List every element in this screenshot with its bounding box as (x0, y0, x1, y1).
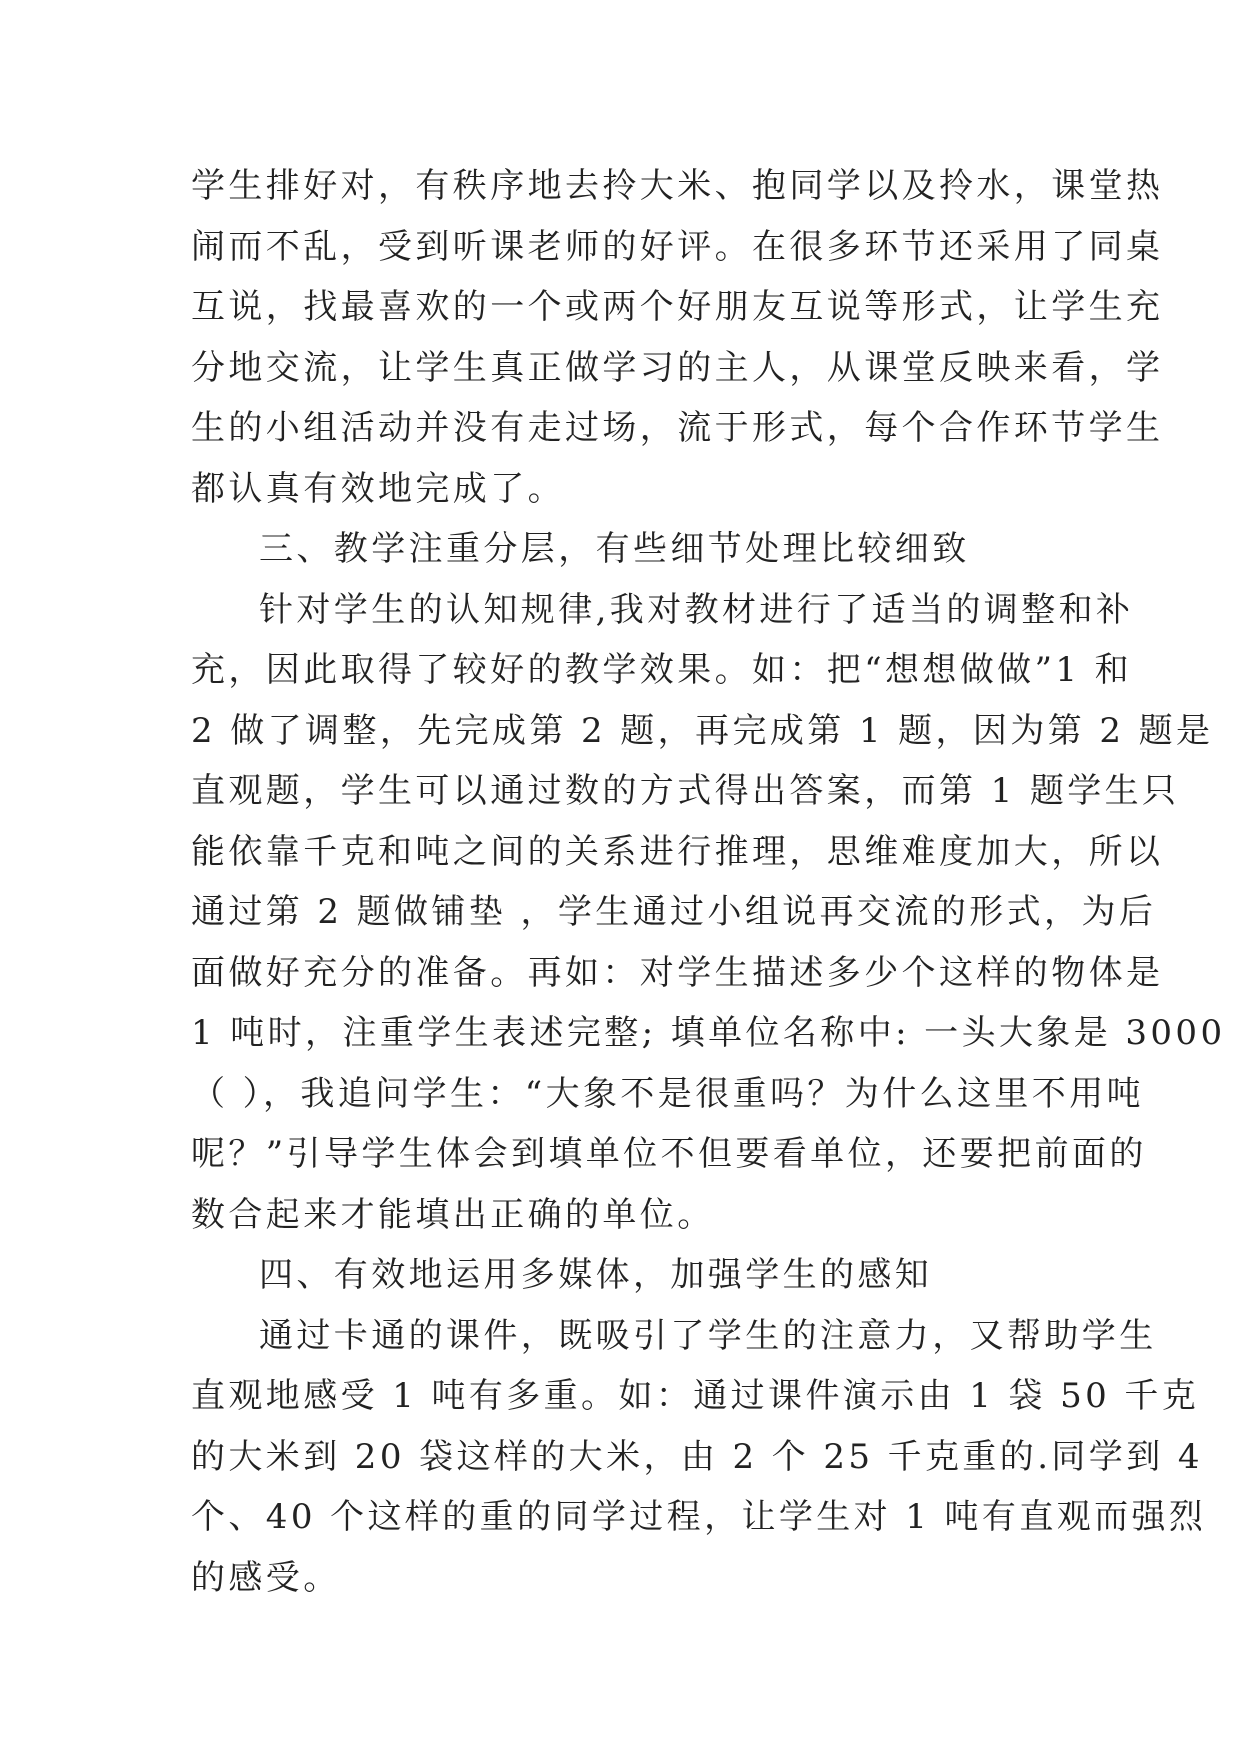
text-line: （ ），我追问学生：“大象不是很重吗？为什么这里不用吨 (191, 1073, 1144, 1114)
text-line: 分地交流，让学生真正做学习的主人，从课堂反映来看，学 (191, 347, 1164, 388)
section-heading-3: 三、教学注重分层，有些细节处理比较细致 (259, 529, 970, 569)
text-line: 直观题，学生可以通过数的方式得出答案，而第 1 题学生只 (191, 771, 1180, 811)
text-line: 都认真有效地完成了。 (191, 468, 565, 509)
text-line: 学生排好对，有秩序地去拎大米、抱同学以及拎水，课堂热 (191, 166, 1164, 206)
text-line: 的大米到 20 袋这样的大米，由 2 个 25 千克重的.同学到 4 (191, 1436, 1203, 1477)
text-line: 1 吨时，注重学生表述完整; 填单位名称中: 一头大象是 3000 (191, 1013, 1226, 1053)
text-line: 生的小组活动并没有走过场，流于形式，每个合作环节学生 (191, 408, 1164, 448)
text-line: 针对学生的认知规律,我对教材进行了适当的调整和补 (259, 589, 1134, 630)
text-line: 直观地感受 1 吨有多重。如：通过课件演示由 1 袋 50 千克 (191, 1376, 1200, 1416)
text-line: 的感受。 (191, 1557, 341, 1598)
text-line: 闹而不乱，受到听课老师的好评。在很多环节还采用了同桌 (191, 226, 1164, 267)
text-line: 个、40 个这样的重的同学过程，让学生对 1 吨有直观而强烈 (191, 1497, 1207, 1537)
section-heading-4: 四、有效地运用多媒体，加强学生的感知 (259, 1255, 933, 1295)
text-line: 数合起来才能填出正确的单位。 (191, 1194, 715, 1235)
document-body (191, 156, 1226, 1608)
text-line: 能依靠千克和吨之间的关系进行推理，思维难度加大，所以 (191, 831, 1164, 872)
text-line: 通过第 2 题做铺垫 ，学生通过小组说再交流的形式，为后 (191, 892, 1157, 932)
text-line: 2 做了调整，先完成第 2 题，再完成第 1 题，因为第 2 题是 (191, 710, 1214, 751)
text-line: 通过卡通的课件，既吸引了学生的注意力，又帮助学生 (259, 1315, 1157, 1356)
text-line: 互说，找最喜欢的一个或两个好朋友互说等形式，让学生充 (191, 287, 1164, 327)
text-line: 充，因此取得了较好的教学效果。如：把“想想做做”1 和 (191, 650, 1133, 690)
text-line: 面做好充分的准备。再如：对学生描述多少个这样的物体是 (191, 952, 1164, 993)
text-line: 呢？”引导学生体会到填单位不但要看单位，还要把前面的 (191, 1134, 1147, 1174)
